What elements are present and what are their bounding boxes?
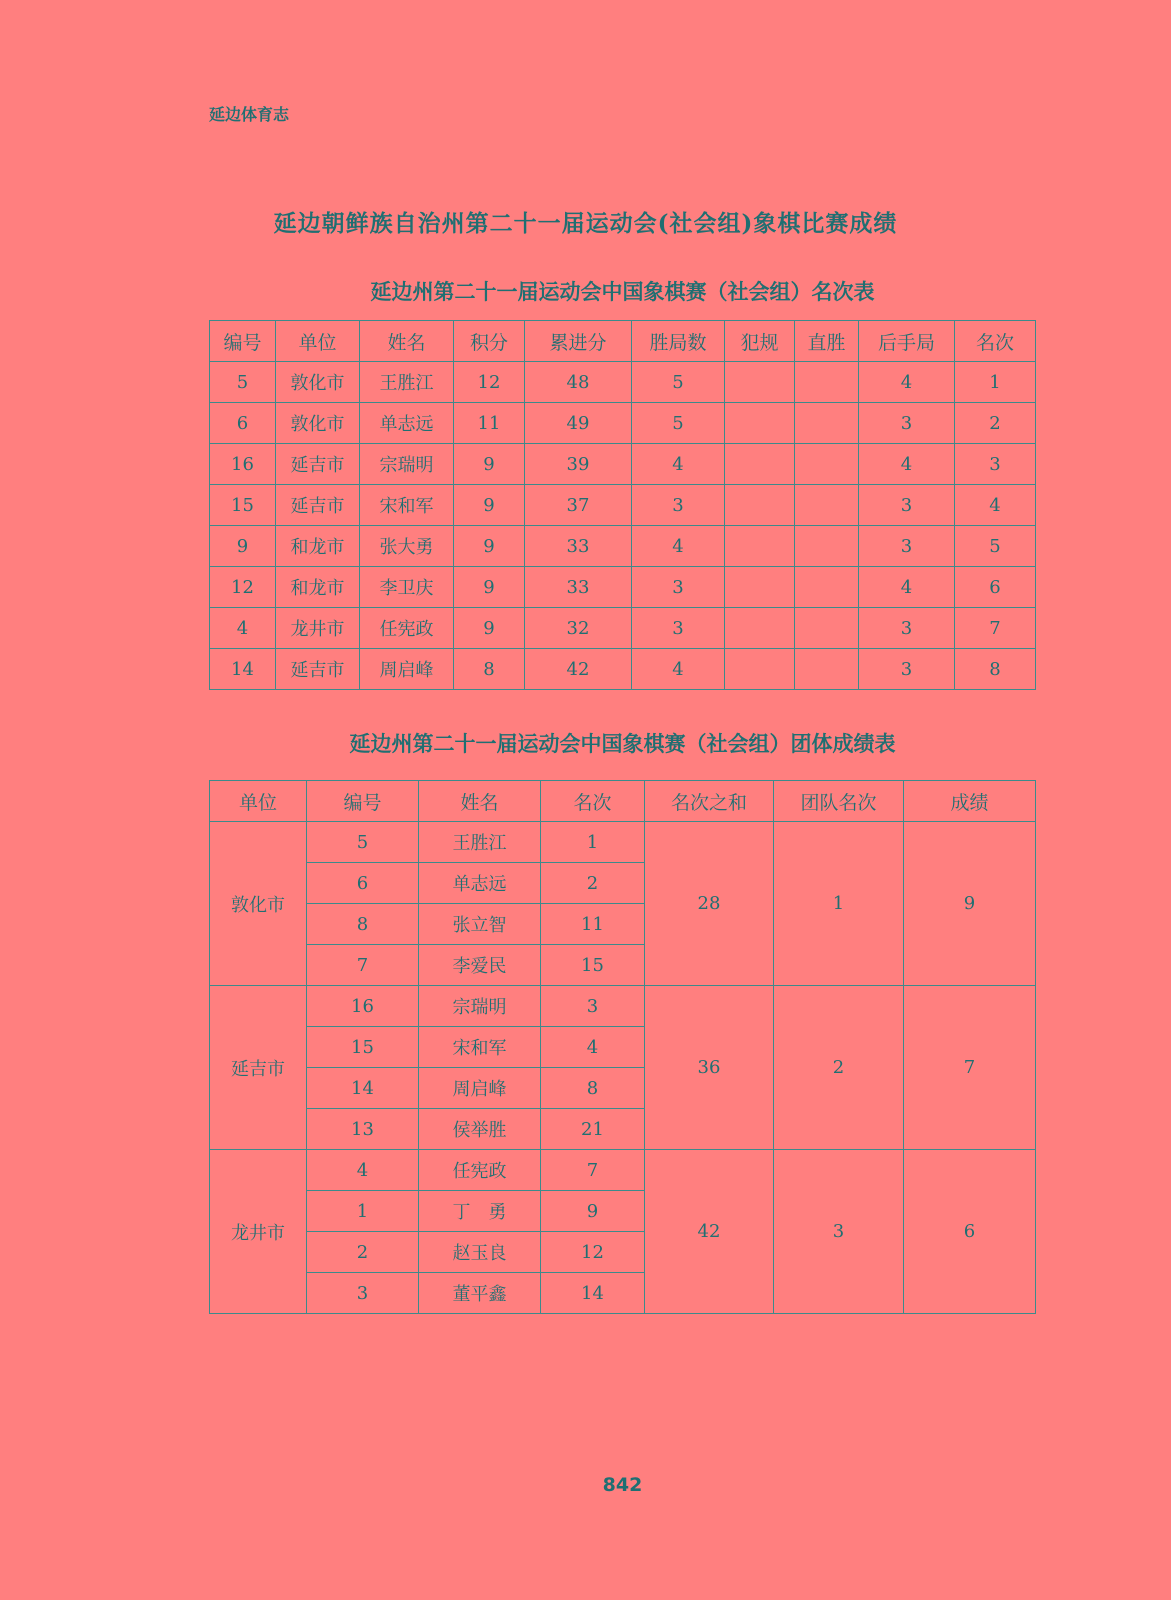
ranking-table <box>209 320 1036 690</box>
cell-number: 14 <box>307 1068 419 1109</box>
cell-rank: 12 <box>541 1232 645 1273</box>
cell-number: 16 <box>307 986 419 1027</box>
cell-number: 5 <box>210 362 276 403</box>
col-header-cumulative: 累进分 <box>525 321 632 362</box>
cell-points: 12 <box>454 362 525 403</box>
cell-second-move-games: 3 <box>859 526 955 567</box>
cell-score: 7 <box>904 986 1036 1150</box>
ranking-header-row <box>210 321 1036 362</box>
col-header-fouls: 犯规 <box>725 321 795 362</box>
cell-fouls <box>725 362 795 403</box>
cell-rank: 6 <box>955 567 1036 608</box>
col-header-name: 姓名 <box>419 781 541 822</box>
cell-points: 11 <box>454 403 525 444</box>
cell-number: 6 <box>307 863 419 904</box>
cell-points: 9 <box>454 608 525 649</box>
page-number: 842 <box>602 1474 643 1496</box>
cell-name: 李卫庆 <box>360 567 454 608</box>
running-header: 延边体育志 <box>209 105 290 124</box>
table-row <box>210 526 1036 567</box>
table-row <box>210 649 1036 690</box>
col-header-number: 编号 <box>307 781 419 822</box>
cell-unit: 龙井市 <box>210 1150 307 1314</box>
cell-second-move-games: 4 <box>859 567 955 608</box>
cell-rank: 15 <box>541 945 645 986</box>
col-header-points: 积分 <box>454 321 525 362</box>
cell-rank-sum: 28 <box>645 822 774 986</box>
cell-rank: 9 <box>541 1191 645 1232</box>
cell-rank: 1 <box>541 822 645 863</box>
cell-name: 单志远 <box>360 403 454 444</box>
table-row <box>210 986 1036 1027</box>
cell-name: 单志远 <box>419 863 541 904</box>
cell-fouls <box>725 608 795 649</box>
cell-name: 宋和军 <box>419 1027 541 1068</box>
cell-rank: 5 <box>955 526 1036 567</box>
cell-number: 8 <box>307 904 419 945</box>
cell-direct-wins <box>795 567 859 608</box>
cell-number: 7 <box>307 945 419 986</box>
cell-direct-wins <box>795 526 859 567</box>
team-header-row <box>210 781 1036 822</box>
cell-name: 周启峰 <box>419 1068 541 1109</box>
cell-unit: 敦化市 <box>276 403 360 444</box>
cell-wins: 4 <box>632 444 725 485</box>
cell-wins: 5 <box>632 403 725 444</box>
cell-rank: 3 <box>955 444 1036 485</box>
cell-cumulative: 37 <box>525 485 632 526</box>
cell-rank-sum: 36 <box>645 986 774 1150</box>
ranking-table-title: 延边州第二十一届运动会中国象棋赛（社会组）名次表 <box>370 280 875 304</box>
table-row <box>210 608 1036 649</box>
cell-direct-wins <box>795 362 859 403</box>
cell-name: 王胜江 <box>360 362 454 403</box>
cell-name: 张大勇 <box>360 526 454 567</box>
cell-score: 9 <box>904 822 1036 986</box>
cell-name: 宋和军 <box>360 485 454 526</box>
cell-number: 4 <box>307 1150 419 1191</box>
cell-unit: 敦化市 <box>210 822 307 986</box>
cell-rank: 8 <box>955 649 1036 690</box>
cell-fouls <box>725 526 795 567</box>
col-header-number: 编号 <box>210 321 276 362</box>
table-row <box>210 822 1036 863</box>
cell-rank: 11 <box>541 904 645 945</box>
col-header-wins: 胜局数 <box>632 321 725 362</box>
cell-second-move-games: 4 <box>859 362 955 403</box>
cell-rank: 7 <box>955 608 1036 649</box>
table-row <box>210 403 1036 444</box>
cell-name: 宗瑞明 <box>419 986 541 1027</box>
table-row <box>210 444 1036 485</box>
col-header-score: 成绩 <box>904 781 1036 822</box>
cell-rank: 4 <box>541 1027 645 1068</box>
cell-fouls <box>725 649 795 690</box>
cell-number: 16 <box>210 444 276 485</box>
cell-direct-wins <box>795 403 859 444</box>
col-header-unit: 单位 <box>210 781 307 822</box>
cell-unit: 延吉市 <box>276 649 360 690</box>
cell-points: 9 <box>454 526 525 567</box>
cell-fouls <box>725 485 795 526</box>
cell-second-move-games: 3 <box>859 403 955 444</box>
cell-number: 15 <box>210 485 276 526</box>
cell-number: 12 <box>210 567 276 608</box>
cell-rank: 2 <box>541 863 645 904</box>
table-row <box>210 567 1036 608</box>
cell-direct-wins <box>795 444 859 485</box>
col-header-rank: 名次 <box>541 781 645 822</box>
cell-name: 任宪政 <box>419 1150 541 1191</box>
cell-number: 3 <box>307 1273 419 1314</box>
cell-cumulative: 39 <box>525 444 632 485</box>
cell-rank: 4 <box>955 485 1036 526</box>
cell-unit: 延吉市 <box>276 485 360 526</box>
col-header-rank: 名次 <box>955 321 1036 362</box>
cell-number: 15 <box>307 1027 419 1068</box>
cell-rank: 14 <box>541 1273 645 1314</box>
cell-team-rank: 1 <box>774 822 904 986</box>
cell-second-move-games: 3 <box>859 649 955 690</box>
cell-fouls <box>725 444 795 485</box>
cell-cumulative: 33 <box>525 567 632 608</box>
cell-number: 14 <box>210 649 276 690</box>
cell-points: 9 <box>454 567 525 608</box>
cell-unit: 延吉市 <box>210 986 307 1150</box>
cell-number: 9 <box>210 526 276 567</box>
cell-cumulative: 33 <box>525 526 632 567</box>
cell-name: 李爱民 <box>419 945 541 986</box>
cell-rank: 2 <box>955 403 1036 444</box>
cell-name: 王胜江 <box>419 822 541 863</box>
cell-rank: 21 <box>541 1109 645 1150</box>
cell-wins: 4 <box>632 526 725 567</box>
cell-wins: 4 <box>632 649 725 690</box>
table-row <box>210 485 1036 526</box>
cell-number: 1 <box>307 1191 419 1232</box>
cell-fouls <box>725 403 795 444</box>
cell-cumulative: 48 <box>525 362 632 403</box>
cell-number: 5 <box>307 822 419 863</box>
cell-wins: 5 <box>632 362 725 403</box>
cell-wins: 3 <box>632 567 725 608</box>
col-header-team-rank: 团队名次 <box>774 781 904 822</box>
cell-number: 13 <box>307 1109 419 1150</box>
cell-rank: 7 <box>541 1150 645 1191</box>
cell-direct-wins <box>795 608 859 649</box>
cell-rank-sum: 42 <box>645 1150 774 1314</box>
cell-unit: 和龙市 <box>276 526 360 567</box>
cell-score: 6 <box>904 1150 1036 1314</box>
col-header-direct-wins: 直胜 <box>795 321 859 362</box>
cell-number: 4 <box>210 608 276 649</box>
cell-rank: 8 <box>541 1068 645 1109</box>
cell-name: 张立智 <box>419 904 541 945</box>
cell-unit: 和龙市 <box>276 567 360 608</box>
cell-number: 2 <box>307 1232 419 1273</box>
cell-name: 董平鑫 <box>419 1273 541 1314</box>
cell-rank: 3 <box>541 986 645 1027</box>
cell-cumulative: 42 <box>525 649 632 690</box>
cell-unit: 敦化市 <box>276 362 360 403</box>
cell-unit: 龙井市 <box>276 608 360 649</box>
cell-wins: 3 <box>632 608 725 649</box>
cell-cumulative: 32 <box>525 608 632 649</box>
cell-second-move-games: 3 <box>859 485 955 526</box>
col-header-unit: 单位 <box>276 321 360 362</box>
cell-points: 9 <box>454 485 525 526</box>
cell-name: 周启峰 <box>360 649 454 690</box>
cell-second-move-games: 3 <box>859 608 955 649</box>
cell-name: 丁 勇 <box>419 1191 541 1232</box>
col-header-second-move-games: 后手局 <box>859 321 955 362</box>
table-row <box>210 1150 1036 1191</box>
cell-points: 8 <box>454 649 525 690</box>
cell-points: 9 <box>454 444 525 485</box>
col-header-name: 姓名 <box>360 321 454 362</box>
cell-name: 赵玉良 <box>419 1232 541 1273</box>
document-title: 延边朝鲜族自治州第二十一届运动会(社会组)象棋比赛成绩 <box>273 210 898 237</box>
cell-wins: 3 <box>632 485 725 526</box>
cell-second-move-games: 4 <box>859 444 955 485</box>
cell-direct-wins <box>795 485 859 526</box>
cell-direct-wins <box>795 649 859 690</box>
cell-team-rank: 2 <box>774 986 904 1150</box>
col-header-rank-sum: 名次之和 <box>645 781 774 822</box>
cell-name: 宗瑞明 <box>360 444 454 485</box>
cell-team-rank: 3 <box>774 1150 904 1314</box>
team-table-title: 延边州第二十一届运动会中国象棋赛（社会组）团体成绩表 <box>349 732 896 756</box>
cell-unit: 延吉市 <box>276 444 360 485</box>
cell-rank: 1 <box>955 362 1036 403</box>
cell-name: 侯举胜 <box>419 1109 541 1150</box>
cell-fouls <box>725 567 795 608</box>
team-table <box>209 780 1036 1314</box>
table-row <box>210 362 1036 403</box>
cell-number: 6 <box>210 403 276 444</box>
cell-cumulative: 49 <box>525 403 632 444</box>
cell-name: 任宪政 <box>360 608 454 649</box>
